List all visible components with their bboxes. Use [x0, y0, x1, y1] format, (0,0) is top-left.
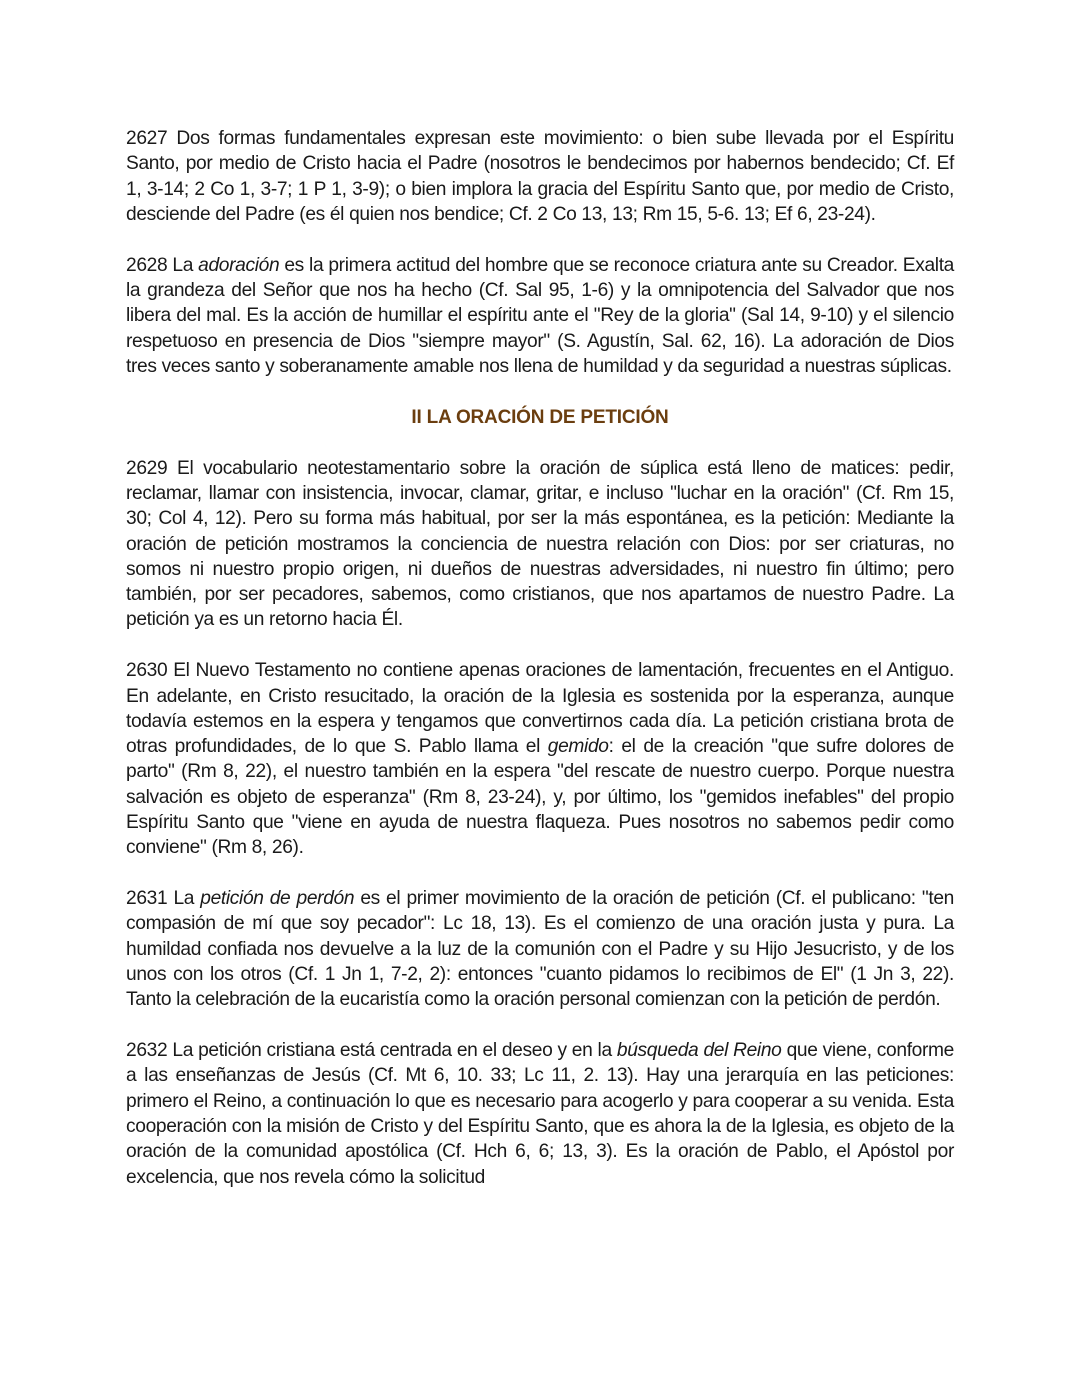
emphasis-term: gemido	[547, 736, 609, 758]
section-heading: II LA ORACIÓN DE PETICIÓN	[411, 406, 669, 428]
document-page	[126, 126, 954, 1215]
paragraph-2627	[126, 126, 954, 227]
paragraph-2631	[126, 886, 954, 1012]
paragraph-text: 2632 La petición cristiana está centrada en el deseo y en la	[126, 1040, 617, 1062]
paragraph-text: 2630 El Nuevo Testamento no contiene apenas oraciones de lamentación, frecuentes en el Antiguo. En adelante, en Cristo resucitado, la oración de la Iglesia es sostenida por la esperanza, aunque todavía estemos en la espera y tengamos que convertirnos cada día. La petición cristiana brota de otras profundidades, de lo que S. Pablo llama el	[126, 660, 954, 758]
paragraph-2630	[126, 658, 954, 860]
paragraph-2629	[126, 456, 954, 633]
paragraph-text: 2629 El vocabulario neotestamentario sobre la oración de súplica está lleno de matices: pedir, reclamar, llamar con insistencia, invocar, clamar, gritar, e incluso "luchar en la oración" (Cf. Rm 15, 30; Col 4, 12). Pero su forma más habitual, por ser la más espontánea, es la petición: Mediante la oración de petición mostramos la conciencia de nuestra relación con Dios: por ser criaturas, no somos ni nuestro propio origen, ni dueños de nuestras adversidades, ni nuestro fin último; pero también, por ser pecadores, sabemos, como cristianos, que nos apartamos de nuestro Padre. La petición ya es un retorno hacia Él.	[126, 457, 954, 631]
paragraph-text: 2628 La	[126, 254, 199, 276]
paragraph-2628	[126, 253, 954, 379]
emphasis-term: búsqueda del Reino	[616, 1040, 782, 1062]
paragraph-text: 2627 Dos formas fundamentales expresan este movimiento: o bien sube llevada por el Espíritu Santo, por medio de Cristo hacia el Padre (nosotros le bendecimos por habernos bendecido; Cf. Ef 1, 3-14; 2 Co 1, 3-7; 1 P 1, 3-9); o bien implora la gracia del Espíritu Santo que, por medio de Cristo, desciende del Padre (es él quien nos bendice; Cf. 2 Co 13, 13; Rm 15, 5-6. 13; Ef 6, 23-24).	[126, 128, 954, 225]
paragraph-2632	[126, 1038, 954, 1190]
paragraph-text: es la primera actitud del hombre que se reconoce criatura ante su Creador. Exalta la grandeza del Señor que nos ha hecho (Cf. Sal 95, 1-6) y la omnipotencia del Salvador que nos libera del mal. Es la acción de humillar el espíritu ante el "Rey de la gloria" (Sal 14, 9-10) y el silencio respetuoso en presencia de Dios "siempre mayor" (S. Agustín, Sal. 62, 16). La adoración de Dios tres veces santo y soberanamente amable nos llena de humildad y da seguridad a nuestras súplicas.	[126, 254, 955, 377]
emphasis-term: adoración	[198, 254, 280, 276]
paragraph-text: : el de la creación "que sufre dolores de parto" (Rm 8, 22), el nuestro también en la espera "del rescate de nuestro cuerpo. Porque nuestra salvación es objeto de esperanza" (Rm 8, 23-24), y, por último, los "gemidos inefables" del propio Espíritu Santo que "viene en ayuda de nuestra flaqueza. Pues nosotros no sabemos pedir como conviene" (Rm 8, 26).	[126, 736, 954, 859]
paragraph-text: es el primer movimiento de la oración de petición (Cf. el publicano: "ten compasión de mí que soy pecador": Lc 18, 13). Es el comienzo de una oración justa y pura. La humildad confiada nos devuelve a la luz de la comunión con el Padre y su Hijo Jesucristo, y de los unos con los otros (Cf. 1 Jn 1, 7-2, 2): entonces "cuanto pidamos lo recibimos de El" (1 Jn 3, 22). Tanto la celebración de la eucaristía como la oración personal comienzan con la petición de perdón.	[126, 888, 955, 1011]
paragraph-text: que viene, conforme a las enseñanzas de Jesús (Cf. Mt 6, 10. 33; Lc 11, 2. 13). Hay una jerarquía en las peticiones: primero el Reino, a continuación lo que es necesario para acogerlo y para cooperar a su venida. Esta cooperación con la misión de Cristo y del Espíritu Santo, que es ahora la de la Iglesia, es objeto de la oración de la comunidad apostólica (Cf. Hch 6, 6; 13, 3). Es la oración de Pablo, el Apóstol por excelencia, que nos revela cómo la solicitud	[126, 1040, 954, 1188]
emphasis-term: petición de perdón	[200, 888, 355, 910]
paragraph-text: 2631 La	[126, 888, 201, 910]
